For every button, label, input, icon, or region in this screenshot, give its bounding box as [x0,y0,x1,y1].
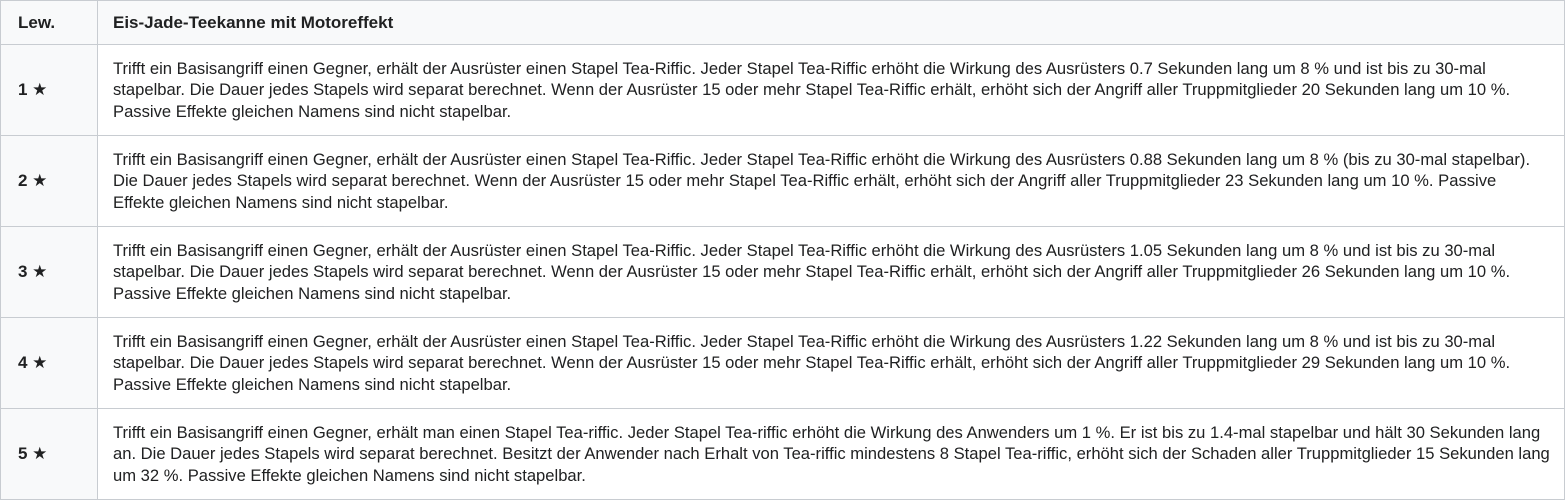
table-row [1,409,1565,500]
table-row [1,227,1565,318]
column-header-item-title: Eis-Jade-Teekanne mit Motoreffekt [98,1,1565,45]
table-row [1,136,1565,227]
effect-description-1-star: Trifft ein Basisangriff einen Gegner, erhält der Ausrüster einen Stapel Tea-Riffic. Jeder Stapel Tea-Riffic erhöht die Wirkung des Ausrüsters 0.7 Sekunden lang um 8 % und ist bis zu 30-mal stapelbar. Die Dauer jedes Stapels wird separat berechnet. Wenn der Ausrüster 15 oder mehr Stapel Tea-Riffic erhält, erhöht sich der Angriff aller Truppmitglieder 20 Sekunden lang um 10 %. Passive Effekte gleichen Namens sind nicht stapelbar. [98,45,1565,136]
effect-description-5-star: Trifft ein Basisangriff einen Gegner, erhält man einen Stapel Tea-riffic. Jeder Stapel Tea-riffic erhöht die Wirkung des Anwenders um 1 %. Er ist bis zu 1.4-mal stapelbar und hält 30 Sekunden lang an. Die Dauer jedes Stapels wird separat berechnet. Besitzt der Anwender nach Erhalt von Tea-riffic mindestens 8 Stapel Tea-riffic, erhöht sich der Schaden aller Truppmitglieder 15 Sekunden lang um 32 %. Passive Effekte gleichen Namens sind nicht stapelbar. [98,409,1565,500]
level-cell-2-star: 2 ★ [1,136,98,227]
effect-description-2-star: Trifft ein Basisangriff einen Gegner, erhält der Ausrüster einen Stapel Tea-Riffic. Jeder Stapel Tea-Riffic erhöht die Wirkung des Ausrüsters 0.88 Sekunden lang um 8 % (bis zu 30-mal stapelbar). Die Dauer jedes Stapels wird separat berechnet. Wenn der Ausrüster 15 oder mehr Stapel Tea-Riffic erhält, erhöht sich der Angriff aller Truppmitglieder 23 Sekunden lang um 10 %. Passive Effekte gleichen Namens sind nicht stapelbar. [98,136,1565,227]
effect-description-3-star: Trifft ein Basisangriff einen Gegner, erhält der Ausrüster einen Stapel Tea-Riffic. Jeder Stapel Tea-Riffic erhöht die Wirkung des Ausrüsters 1.05 Sekunden lang um 8 % und ist bis zu 30-mal stapelbar. Die Dauer jedes Stapels wird separat berechnet. Wenn der Ausrüster 15 oder mehr Stapel Tea-Riffic erhält, erhöht sich der Angriff aller Truppmitglieder 26 Sekunden lang um 10 %. Passive Effekte gleichen Namens sind nicht stapelbar. [98,227,1565,318]
table-row [1,45,1565,136]
table-header-row [1,1,1565,45]
column-header-level: Lew. [1,1,98,45]
effect-description-4-star: Trifft ein Basisangriff einen Gegner, erhält der Ausrüster einen Stapel Tea-Riffic. Jeder Stapel Tea-Riffic erhöht die Wirkung des Ausrüsters 1.22 Sekunden lang um 8 % und ist bis zu 30-mal stapelbar. Die Dauer jedes Stapels wird separat berechnet. Wenn der Ausrüster 15 oder mehr Stapel Tea-Riffic erhält, erhöht sich der Angriff aller Truppmitglieder 29 Sekunden lang um 10 %. Passive Effekte gleichen Namens sind nicht stapelbar. [98,318,1565,409]
table-row [1,318,1565,409]
level-cell-1-star: 1 ★ [1,45,98,136]
level-cell-5-star: 5 ★ [1,409,98,500]
level-cell-3-star: 3 ★ [1,227,98,318]
level-cell-4-star: 4 ★ [1,318,98,409]
